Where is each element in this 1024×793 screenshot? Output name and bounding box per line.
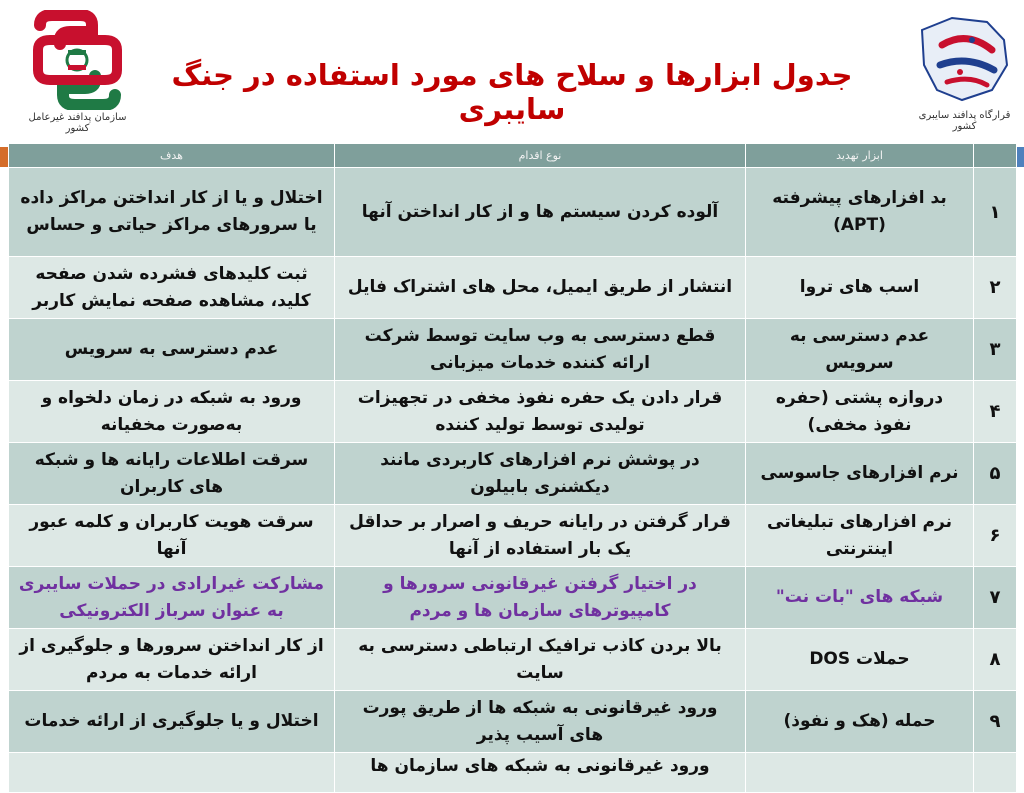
action-type-cell: ورود غیرقانونی به شبکه ها از طریق پورت های آسیب پذیر bbox=[335, 691, 746, 753]
row-number: ۶ bbox=[974, 505, 1017, 567]
left-logo-caption: سازمان پدافند غیرعامل کشور bbox=[28, 112, 127, 134]
threat-tool-cell bbox=[746, 753, 974, 793]
target-cell: سرقت اطلاعات رایانه ها و شبکه های کاربران bbox=[9, 443, 335, 505]
table-row bbox=[9, 381, 1017, 443]
threat-tool-cell: شبکه های "بات نت" bbox=[746, 567, 974, 629]
action-type-cell: ورود غیرقانونی به شبکه های سازمان ها bbox=[335, 753, 746, 793]
row-number: ۵ bbox=[974, 443, 1017, 505]
slide-header bbox=[0, 0, 1024, 140]
left-accent-bar bbox=[0, 147, 8, 167]
row-number: ۳ bbox=[974, 319, 1017, 381]
row-number: ۱ bbox=[974, 168, 1017, 257]
row-number: ۲ bbox=[974, 257, 1017, 319]
target-cell: اختلال و یا از کار انداختن مراکز داده یا سرورهای مراکز حیاتی و حساس bbox=[9, 168, 335, 257]
threat-tool-cell: نرم افزارهای جاسوسی bbox=[746, 443, 974, 505]
table-row-partial bbox=[9, 753, 1017, 793]
threat-tool-cell: حمله (هک و نفوذ) bbox=[746, 691, 974, 753]
header-index-cell bbox=[974, 144, 1017, 168]
passive-defense-logo bbox=[20, 10, 135, 134]
threat-tool-cell: نرم افزارهای تبلیغاتی اینترنتی bbox=[746, 505, 974, 567]
action-type-cell: انتشار از طریق ایمیل، محل های اشتراک فایل bbox=[335, 257, 746, 319]
action-type-cell: در اختیار گرفتن غیرقانونی سرورها و کامپیوترهای سازمان ها و مردم bbox=[335, 567, 746, 629]
table-row bbox=[9, 257, 1017, 319]
table-row bbox=[9, 691, 1017, 753]
table-row-highlighted bbox=[9, 567, 1017, 629]
target-cell: ورود به شبکه در زمان دلخواه و به‌صورت مخفیانه bbox=[9, 381, 335, 443]
target-cell bbox=[9, 753, 335, 793]
row-number: ۸ bbox=[974, 629, 1017, 691]
row-number: ۷ bbox=[974, 567, 1017, 629]
target-cell: عدم دسترسی به سرویس bbox=[9, 319, 335, 381]
row-number bbox=[974, 753, 1017, 793]
table-row bbox=[9, 629, 1017, 691]
column-header-target: هدف bbox=[9, 144, 335, 168]
action-type-cell: در پوشش نرم افزارهای کاربردی مانند دیکشنری بابیلون bbox=[335, 443, 746, 505]
target-cell: سرقت هویت کاربران و کلمه عبور آنها bbox=[9, 505, 335, 567]
target-cell: اختلال و یا جلوگیری از ارائه خدمات bbox=[9, 691, 335, 753]
row-number: ۴ bbox=[974, 381, 1017, 443]
page-title: جدول ابزارها و سلاح های مورد استفاده در جنگ سایبری bbox=[171, 58, 853, 126]
table-header-row bbox=[9, 144, 1017, 168]
column-header-action: نوع اقدام bbox=[335, 144, 746, 168]
threat-tool-cell: اسب های تروا bbox=[746, 257, 974, 319]
cyber-weapons-table bbox=[8, 143, 1017, 793]
row-number: ۹ bbox=[974, 691, 1017, 753]
action-type-cell: قرار دادن یک حفره نفوذ مخفی در تجهیزات تولیدی توسط تولید کننده bbox=[335, 381, 746, 443]
table-row bbox=[9, 443, 1017, 505]
target-cell: مشارکت غیرارادی در حملات سایبری به عنوان سرباز الکترونیکی bbox=[9, 567, 335, 629]
right-logo-caption: قرارگاه پدافند سایبری کشور bbox=[918, 110, 1011, 132]
target-cell: ثبت کلیدهای فشرده شدن صفحه کلید، مشاهده صفحه نمایش کاربر bbox=[9, 257, 335, 319]
column-header-tool: ابزار تهدید bbox=[746, 144, 974, 168]
table-row bbox=[9, 168, 1017, 257]
threat-tool-cell: دروازه پشتی (حفره نفوذ مخفی) bbox=[746, 381, 974, 443]
threat-tool-cell: حملات DOS bbox=[746, 629, 974, 691]
table-row bbox=[9, 319, 1017, 381]
threat-tool-cell: بد افزارهای پیشرفته (APT) bbox=[746, 168, 974, 257]
target-cell: از کار انداختن سرورها و جلوگیری از ارائه خدمات به مردم bbox=[9, 629, 335, 691]
right-accent-bar bbox=[1016, 147, 1024, 167]
action-type-cell: قرار گرفتن در رایانه حریف و اصرار بر حداقل یک بار استفاده از آنها bbox=[335, 505, 746, 567]
action-type-cell: قطع دسترسی به وب سایت توسط شرکت ارائه کننده خدمات میزبانی bbox=[335, 319, 746, 381]
table-row bbox=[9, 505, 1017, 567]
threat-tool-cell: عدم دسترسی به سرویس bbox=[746, 319, 974, 381]
action-type-cell: بالا بردن کاذب ترافیک ارتباطی دسترسی به سایت bbox=[335, 629, 746, 691]
cyber-defense-logo bbox=[912, 10, 1017, 130]
action-type-cell: آلوده کردن سیستم ها و از کار انداختن آنها bbox=[335, 168, 746, 257]
